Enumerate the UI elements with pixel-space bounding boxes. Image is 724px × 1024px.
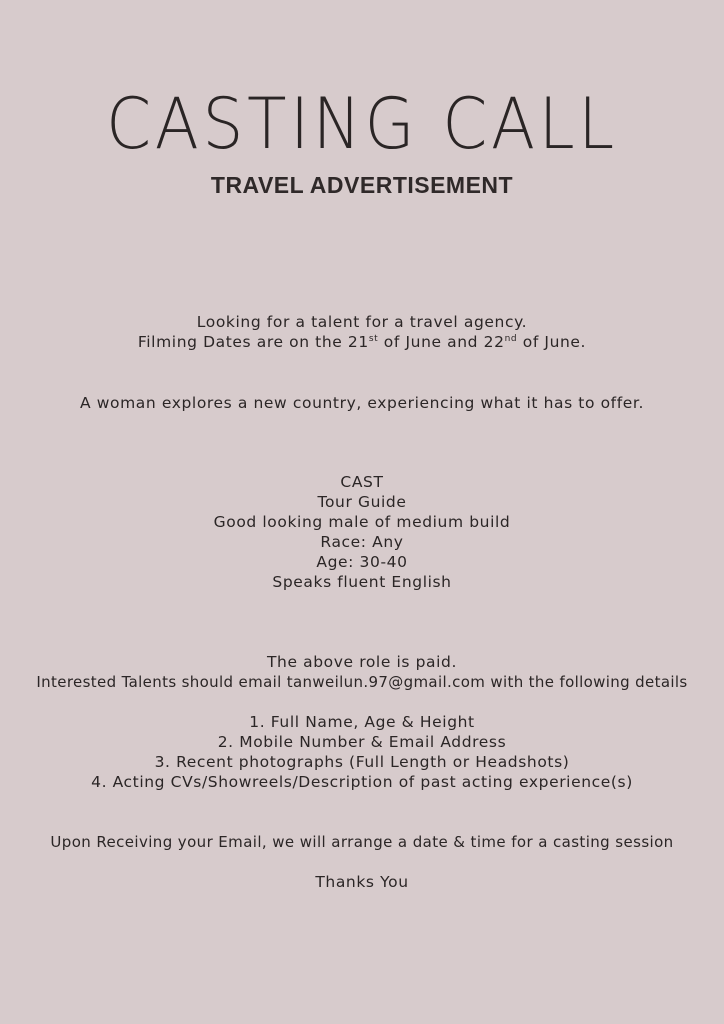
cast-race: Race: Any [320, 533, 404, 551]
email-instruction: Interested Talents should email tanweilun.97@gmail.com with the following details [36, 673, 688, 691]
requirement-item: 4. Acting CVs/Showreels/Description of past acting experience(s) [91, 773, 633, 791]
cast-heading: CAST [340, 473, 384, 491]
cast-language: Speaks fluent English [272, 573, 452, 591]
cast-role: Tour Guide [317, 493, 407, 511]
cast-description: Good looking male of medium build [213, 513, 511, 531]
requirement-item: 3. Recent photographs (Full Length or Headshots) [154, 753, 570, 771]
poster-subtitle: TRAVEL ADVERTISEMENT [210, 172, 514, 198]
paid-note: The above role is paid. [266, 653, 457, 671]
dates-sup-1: st [368, 334, 379, 344]
next-steps: Upon Receiving your Email, we will arrange a date & time for a casting session [50, 833, 674, 851]
requirement-item: 2. Mobile Number & Email Address [217, 733, 507, 751]
cast-age: Age: 30-40 [316, 553, 408, 571]
synopsis: A woman explores a new country, experiencing what it has to offer. [80, 394, 644, 412]
requirement-item: 1. Full Name, Age & Height [249, 713, 475, 731]
dates-mid: of June and 22 [378, 333, 505, 351]
dates-sup-2: nd [504, 334, 518, 344]
filming-dates [0, 332, 724, 352]
dates-suffix: of June. [517, 333, 587, 351]
poster-title: CASTING CALL [106, 83, 618, 165]
intro-line: Looking for a talent for a travel agency. [196, 313, 528, 331]
dates-prefix: Filming Dates are on the 21 [137, 333, 369, 351]
thanks-note: Thanks You [315, 873, 409, 891]
